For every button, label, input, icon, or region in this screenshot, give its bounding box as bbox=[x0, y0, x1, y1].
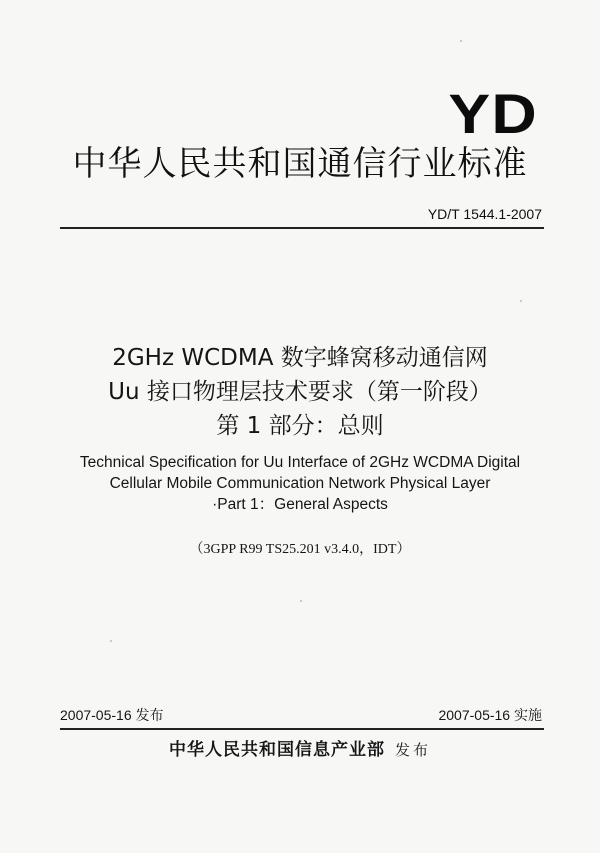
scan-speck bbox=[300, 600, 302, 602]
publisher-organization: 中华人民共和国信息产业部 bbox=[168, 740, 385, 760]
title-zh-line-1: 2GHz WCDMA 数字蜂窝移动通信网 bbox=[112, 345, 488, 371]
standard-number: YD/T 1544.1-2007 bbox=[427, 206, 542, 222]
bottom-divider bbox=[60, 728, 544, 730]
top-divider bbox=[60, 227, 544, 229]
publisher-line bbox=[0, 738, 600, 762]
implementation-date: 2007-05-16 实施 bbox=[438, 707, 542, 723]
identity-note: （3GPP R99 TS25.201 v3.4.0，IDT） bbox=[189, 542, 411, 557]
scan-speck bbox=[460, 40, 462, 42]
title-zh-line-3: 第 1 部分：总则 bbox=[216, 413, 384, 439]
title-en-line-1: Technical Specification for Uu Interface of 2GHz WCDMA Digital bbox=[79, 454, 521, 471]
title-zh-line-2: Uu 接口物理层技术要求（第一阶段） bbox=[108, 379, 492, 405]
scan-speck bbox=[520, 300, 522, 302]
standard-category-title: 中华人民共和国通信行业标准 bbox=[72, 144, 528, 184]
title-en-line-2: Cellular Mobile Communication Network Physical Layer bbox=[109, 475, 491, 492]
scan-speck bbox=[110, 640, 112, 642]
yd-logo: YD bbox=[448, 82, 538, 145]
title-en-line-3: ·Part 1：General Aspects bbox=[212, 496, 388, 513]
publisher-verb: 发布 bbox=[394, 741, 431, 759]
issue-date: 2007-05-16 发布 bbox=[60, 707, 164, 723]
